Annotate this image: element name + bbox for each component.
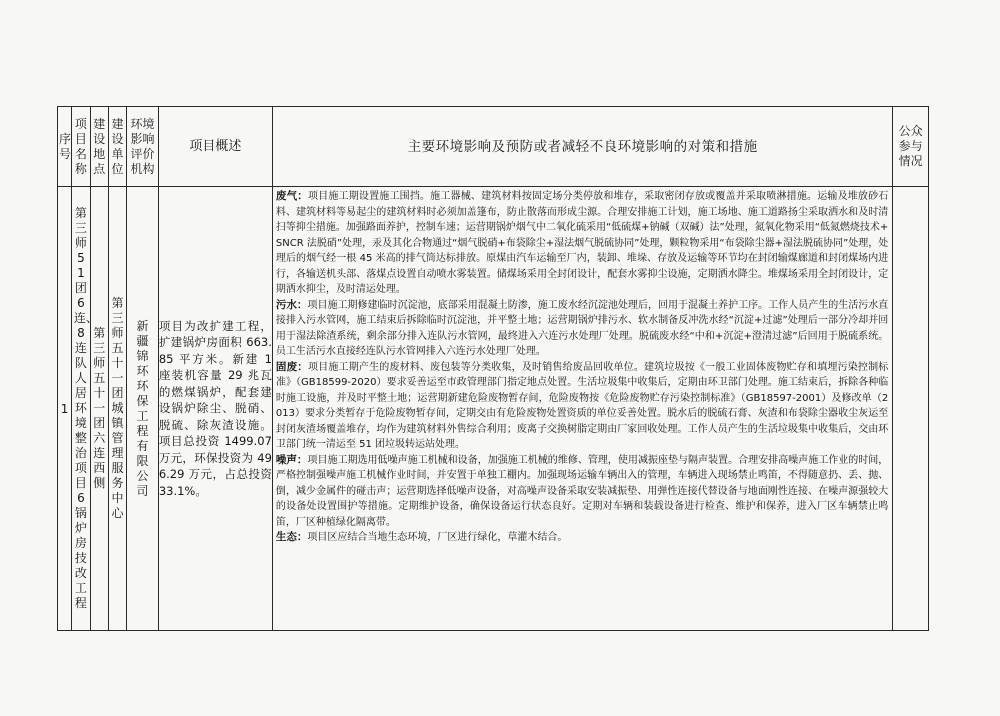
header-overview: 项目概述 [158,107,272,187]
measure-air [276,189,888,298]
measure-label: 噪声： [275,453,308,466]
row-eia-org: 新疆锦环环保工程有限公司 [127,187,159,631]
header-seq: 序号 [58,107,72,187]
measure-label: 废气： [275,190,308,202]
header-builder: 建设单位 [108,107,126,187]
measure-water [276,298,888,360]
header-location: 建设地点 [90,107,108,187]
header-measures: 主要环境影响及预防或者减轻不良环境影响的对策和措施 [272,107,892,187]
measure-label: 生态： [275,531,308,543]
measure-text: 项目施工期选用低噪声施工机械和设备，加强施工机械的维修、管理，使用减振座垫与隔声装置。合理安排高噪声施工作业的时间，严格控制强噪声施工机械作业时间，并安置于单独工棚内。加强现场运输车辆出入的管理，车辆进入现场禁止鸣笛，不得随意扔、丢、抛、倒，减少金属件的碰击声；运营期选择低噪声设备，对高噪声设备采取安装减振垫、用弹性连接代替设备与地面刚性连接、在噪声源强较大的设备处设置围护等措施。定期维护设备，确保设备运行状态良好。定期对车辆和装载设备进行检查、维护和保养，进入厂区车辆禁止鸣笛，厂区种植绿化隔离带。 [275,454,889,528]
measure-text: 项目施工期产生的废材料、废包装等分类收集，及时销售给废品回收单位。建筑垃圾按《一般工业固体废物贮存和填埋污染控制标准》（GB18599-2020）要求妥善运至市政管理部门指定地点处置。生活垃圾集中收集后，定期由环卫部门处理。施工结束后，拆除各种临时施工设施，并及时平整土地；运营期新建危险废物暂存间，危险废物按《危险废物贮存污染控制标准》（GB18597-2001）及修改单（2013）要求分类暂存于危险废物暂存间，定期交由有危险废物处置资质的单位妥善处置。脱水后的脱硫石膏、灰渣和布袋除尘器收尘灰运至封闭灰渣场覆盖堆存，均作为建筑材料外售综合利用；废离子交换树脂定期由厂家回收处理。工作人员产生的生活垃圾集中收集后，交由环卫部门统一清运至 51 团垃圾转运站处理。 [275,361,889,450]
row-seq: 1 [58,187,72,631]
row-location: 第三师五十一团六连西侧 [90,187,108,631]
measure-label: 固废： [275,360,308,373]
row-project-name: 第三师51团6连、8连队人居环境整治项目6锅炉房技改工程 [72,187,90,631]
table-header-row [58,107,929,187]
row-builder: 第三师五十一团城镇管理服务中心 [108,187,126,631]
row-participation [893,187,929,631]
measure-text: 项目施工期修建临时沉淀池，底部采用混凝土防渗，施工废水经沉淀池处理后，回用于混凝土养护工序。工作人员产生的生活污水直接排入污水管网，施工结束后拆除临时沉淀池，并平整土地；运营期锅炉排污水、软水制备反冲洗水经“沉淀+过滤”处理后一部分冷却并回用于湿法除渣系统，剩余部分排入连队污水管网，最终进入六连污水处理厂处理。脱硫废水经“中和+沉淀+澄清过滤”后回用于脱硫系统。员工生活污水直接经连队污水管网排入六连污水处理厂处理。 [275,299,889,357]
row-overview: 项目为改扩建工程，扩建锅炉房面积 663.85 平方米。新建 1 座装机容量 29 兆瓦的燃煤锅炉，配套建设锅炉除尘、脱硝、脱硫、除灰渣设施。项目总投资 1499.07 万元，环保投资为 496.29 万元，占总投资 33.1%。 [158,187,272,631]
header-project-name: 项目名称 [72,107,90,187]
header-eia-org: 环境影响评价机构 [127,107,159,187]
table-row [58,187,929,631]
measure-solid-waste [276,360,888,453]
eia-approval-table [57,106,929,631]
measure-noise [276,453,888,531]
measure-label: 污水： [275,298,308,311]
header-participation: 公众参与情况 [893,107,929,187]
measure-text: 项目施工期设置施工围挡。施工器械、建筑材料按固定场分类停放和堆存，采取密闭存放或覆盖并采取喷淋措施。运输及堆放砂石料、建筑材料等易起尘的建筑材料时必须加盖篷布，防止散落而形成尘源。合理安排施工计划，施工场地、施工道路扬尘采取洒水和及时清扫等抑尘措施。加强路面养护，控制车速；运营期锅炉烟气中二氧化硫采用“低硫煤+钠碱（双碱）法”处理，氮氧化物采用“低氮燃烧技术+SNCR 法脱硝”处理，汞及其化合物通过“烟气脱硝+布袋除尘+湿法烟气脱硫协同”处理，颗粒物采用“布袋除尘器+湿法脱硫协同”处理，处理后的烟气经一根 45 米高的排气筒达标排放。原煤由汽车运输至厂内，装卸、堆垛、存放及运输等环节均在封闭输煤廊道和封闭煤场内进行，各输送机头部、落煤点设置自动喷水雾装置。储煤场采用全封闭设计，配套水雾抑尘设施，定期洒水降尘。堆煤场采用全封闭设计，定期洒水抑尘，及时清运处理。 [275,191,889,295]
measure-text: 项目区应结合当地生态环境，厂区进行绿化，草灌木结合。 [307,532,568,543]
measure-ecology [276,530,888,546]
row-measures [272,187,892,631]
